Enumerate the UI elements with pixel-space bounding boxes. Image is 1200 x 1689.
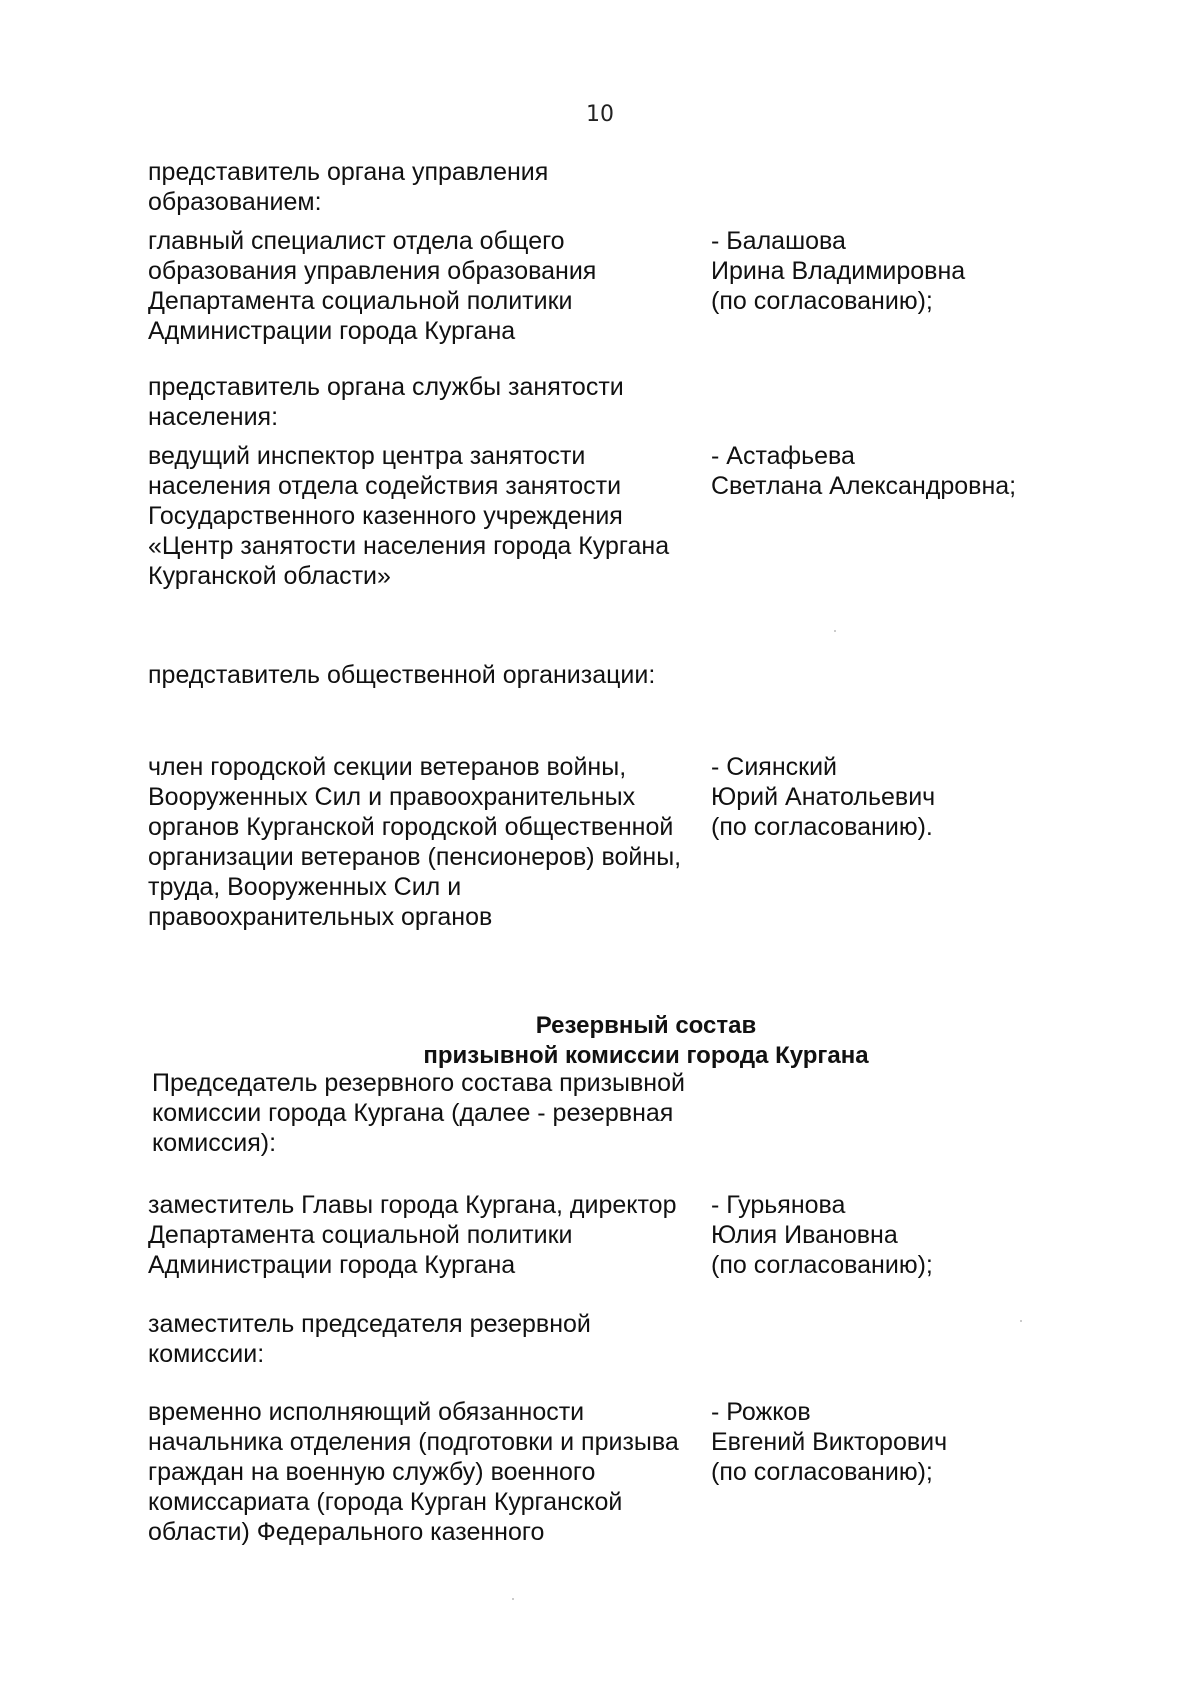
role-reserve-deputy-chairman: заместитель председателя резервной комиссии: xyxy=(148,1310,591,1368)
position-astafyeva: ведущий инспектор центра занятости населения отдела содействия занятости Государственного казенного учреждения «Центр занятости населения города Кургана Курганской области» xyxy=(148,442,670,590)
position-rozhkov: временно исполняющий обязанности начальника отделения (подготовки и призыва граждан на военную службу) военного комиссариата (города Курган Курганской области) Федерального казенного xyxy=(148,1398,679,1546)
section-heading-line2 xyxy=(0,1011,1200,1071)
name-astafyeva: - Астафьева Светлана Александровна; xyxy=(711,442,1017,500)
page-number: 10 xyxy=(586,102,614,127)
name-siyanskiy: - Сиянский Юрий Анатольевич (по согласованию). xyxy=(711,753,936,841)
name-rozhkov: - Рожков Евгений Викторович (по согласованию); xyxy=(711,1398,948,1486)
role-employment-representative: представитель органа службы занятости населения: xyxy=(148,373,624,431)
section-heading-subtitle: призывной комиссии города Кургана xyxy=(423,1042,869,1069)
position-siyanskiy: член городской секции ветеранов войны, Вооруженных Сил и правоохранительных органов Курганской городской общественной организации ветеранов (пенсионеров) войны, труда, Вооруженных Сил и правоохранительных органов xyxy=(148,753,682,931)
position-balashova: главный специалист отдела общего образования управления образования Департамента социальной политики Администрации города Кургана xyxy=(148,227,597,345)
position-guryanova: заместитель Главы города Кургана, директор Департамента социальной политики Администрации города Кургана xyxy=(148,1191,677,1279)
role-reserve-chairman: Председатель резервного состава призывной комиссии города Кургана (далее - резервная комиссия): xyxy=(152,1069,685,1157)
name-balashova: - Балашова Ирина Владимировна (по согласованию); xyxy=(711,227,966,315)
role-education-representative: представитель органа управления образованием: xyxy=(148,158,549,216)
role-public-organization-representative: представитель общественной организации: xyxy=(148,661,656,689)
scan-speck xyxy=(834,630,836,632)
scan-speck xyxy=(1020,1320,1022,1322)
name-guryanova: - Гурьянова Юлия Ивановна (по согласованию); xyxy=(711,1191,933,1279)
scan-speck xyxy=(512,1598,514,1600)
section-heading-title: Резервный состав xyxy=(535,1012,757,1039)
